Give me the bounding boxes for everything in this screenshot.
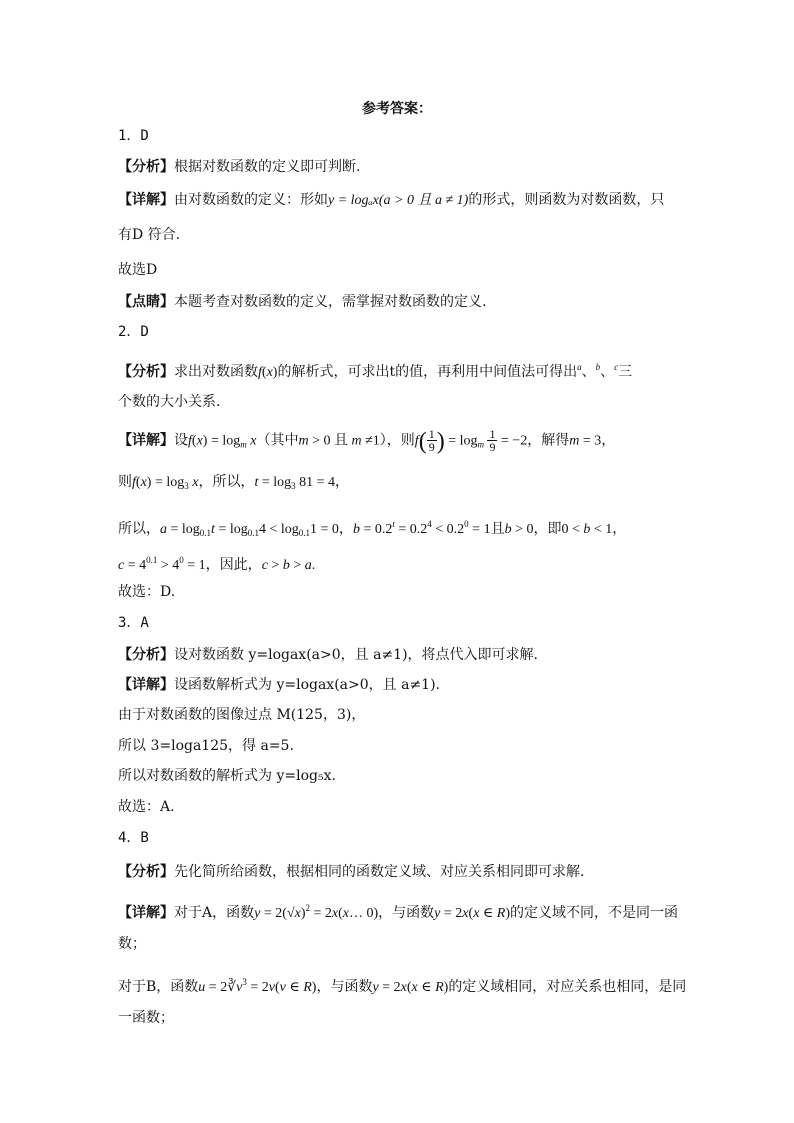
q2-choose: 故选：D.: [118, 584, 176, 600]
q4-analysis: 【分析】先化简所给函数，根据相同的函数定义域、对应关系相同即可求解.: [118, 864, 585, 880]
q2-detail: 【详解】设$f(x) = \log_m x$（其中m > 0 且 m ≠1），则f( $\frac{1}{9}$ ) = $\log_m$ $\frac{1}{9}$ = −2，解得m = 3，: [118, 427, 616, 455]
question-1-answer: 1．D: [118, 128, 149, 144]
fraction-one-ninth: $\frac{1}{9}$: [428, 427, 435, 454]
q4-detail-cont: 数；: [118, 936, 146, 952]
analysis-tag: 【分析】: [118, 159, 174, 175]
q2-analysis: 【分析】求出对数函数f(x)的解析式，可求出t的值，再利用中间值法可得出$^a$、$^b$、$^c$三: [118, 362, 633, 380]
q4-detail: 【详解】对于A，函数$y = 2(√x)^2$ = 2x(x… 0)，与函数y = 2x(x ∈ R)的定义域不同，不是同一函: [118, 903, 679, 921]
q3-line2: 由于对数函数的图像过点 M(125，3)，: [118, 707, 366, 723]
analysis-text: 根据对数函数的定义即可判断.: [174, 159, 361, 175]
q3-detail: 【详解】设函数解析式为 y=logax(a>0，且 a≠1).: [118, 677, 440, 693]
page-title: 参考答案：: [362, 101, 432, 117]
q1-comment: 【点睛】本题考查对数函数的定义，需掌握对数函数的定义.: [118, 294, 487, 310]
q4-option-b-cont: 一函数；: [118, 1010, 174, 1026]
q2-analysis-cont: 个数的大小关系.: [118, 394, 221, 410]
detail-tag: 【详解】: [118, 192, 174, 208]
math-log-definition: y = logₐx(a > 0 且 a ≠ 1): [328, 193, 469, 208]
q3-choose: 故选：A.: [118, 799, 175, 815]
q3-line3: 所以 3=loga125，得 a=5.: [118, 738, 294, 754]
question-2-answer: 2．D: [118, 324, 149, 340]
q1-analysis: [118, 157, 360, 177]
comment-tag: 【点睛】: [118, 294, 174, 310]
q4-option-b: 对于B，函数$u = 2∛v^3 = 2v(v$ ∈ R)，与函数y = 2x(x ∈ R)的定义域相同，对应关系也相同，是同: [118, 977, 687, 995]
q3-analysis: 【分析】设对数函数 y=logax(a>0，且 a≠1)，将点代入即可求解.: [118, 647, 538, 663]
q1-choose: 故选D: [118, 262, 158, 278]
q2-line3: 所以，$a = \log_{0.1}t = \log_{0.1}4 < \log_{0.1}1 = 0$，$b = 0.2^t = 0.2^4 < 0.2^0 = 1$且b > 0，即0 < b < 1，: [118, 519, 627, 538]
q1-detail: 【详解】由对数函数的定义：形如y = logₐx(a > 0 且 a ≠ 1)的形式，则函数为对数函数，只: [118, 192, 665, 208]
q1-detail-cont: 有D 符合.: [118, 227, 181, 243]
question-3-answer: 3．A: [118, 615, 149, 631]
q2-line2: 则$f(x) = \log_3 x$，所以，$t = \log_3 81 = 4$，: [118, 474, 350, 491]
q2-line4: $c = 4^{0.1} > 4^0 = 1$，因此，c > b > a.: [118, 555, 316, 573]
question-4-answer: 4．B: [118, 830, 149, 846]
math-fx: f: [258, 365, 262, 380]
q3-line4: 所以对数函数的解析式为 y=log₅x.: [118, 768, 336, 784]
